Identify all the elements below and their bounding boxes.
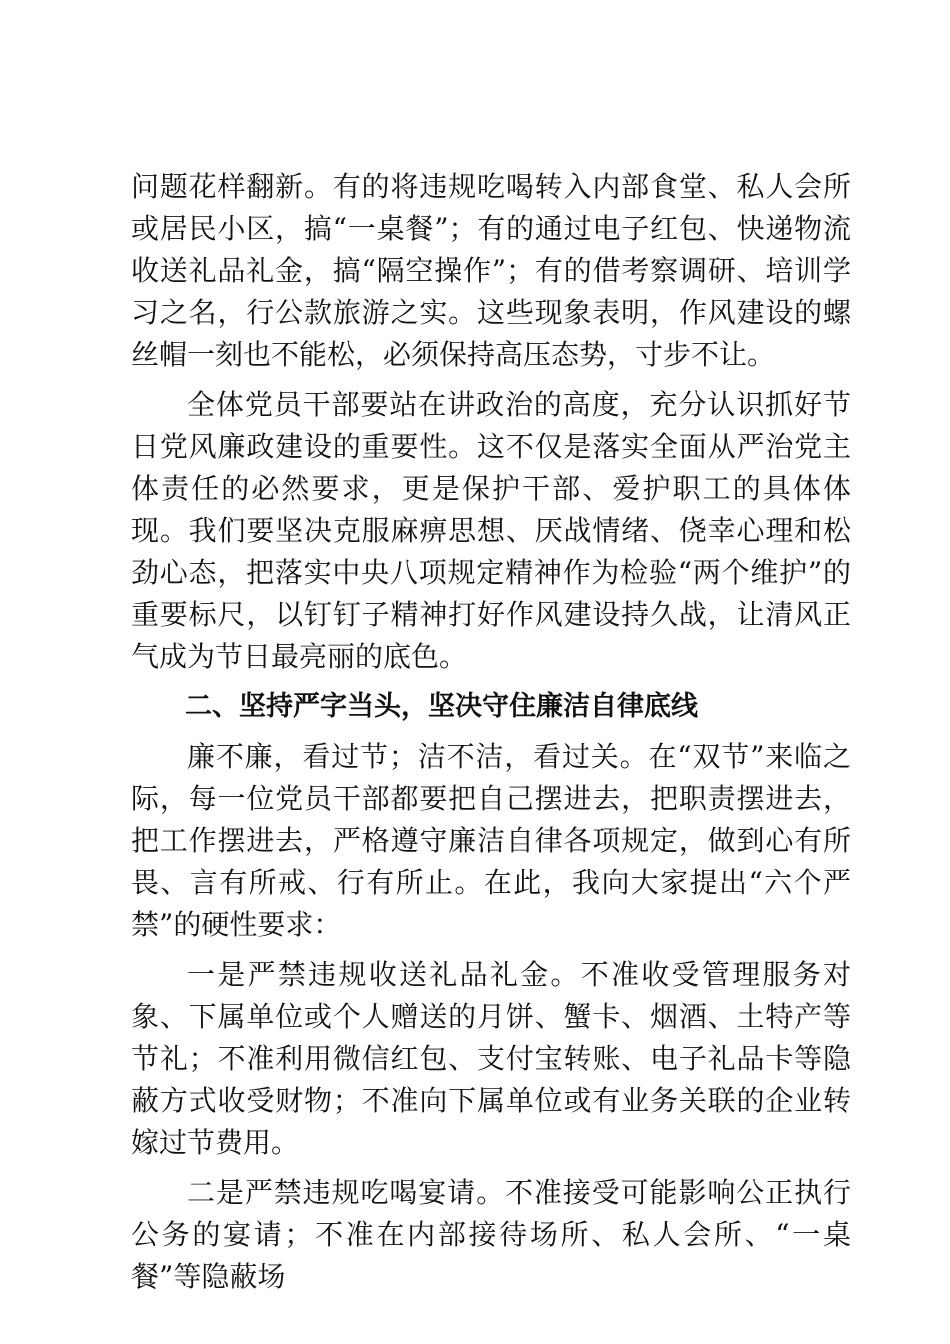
paragraph-importance: 全体党员干部要站在讲政治的高度，充分认识抓好节日党风廉政建设的重要性。这不仅是落实全面从严治党主体责任的必然要求，更是保护干部、爱护职工的具体体现。我们要坚决克服麻痹思想、厌战情绪、侥幸心理和松劲心态，把落实中央八项规定精神作为检验“两个维护”的重要标尺，以钉钉子精神打好作风建设持久战，让清风正气成为节日最亮丽的底色。 xyxy=(131,388,851,673)
document-body xyxy=(131,166,851,1306)
paragraph-rule-gifts: 一是严禁违规收送礼品礼金。不准收受管理服务对象、下属单位或个人赠送的月饼、蟹卡、烟酒、土特产等节礼；不准利用微信红包、支付宝转账、电子礼品卡等隐蔽方式收受财物；不准向下属单位或有业务关联的企业转嫁过节费用。 xyxy=(131,958,851,1159)
section-heading-2: 二、坚持严字当头，坚决守住廉洁自律底线 xyxy=(185,691,698,722)
paragraph-rule-banquets: 二是严禁违规吃喝宴请。不准接受可能影响公正执行公务的宴请；不准在内部接待场所、私人会所、“一桌餐”等隐蔽场 xyxy=(131,1176,851,1293)
paragraph-self-discipline: 廉不廉，看过节；洁不洁，看过关。在“双节”来临之际，每一位党员干部都要把自己摆进去，把职责摆进去，把工作摆进去，严格遵守廉洁自律各项规定，做到心有所畏、言有所戒、行有所止。在此，我向大家提出“六个严禁”的硬性要求： xyxy=(131,740,851,941)
paragraph-continued: 问题花样翻新。有的将违规吃喝转入内部食堂、私人会所或居民小区，搞“一桌餐”；有的通过电子红包、快递物流收送礼品礼金，搞“隔空操作”；有的借考察调研、培训学习之名，行公款旅游之实。这些现象表明，作风建设的螺丝帽一刻也不能松，必须保持高压态势，寸步不让。 xyxy=(131,170,851,371)
